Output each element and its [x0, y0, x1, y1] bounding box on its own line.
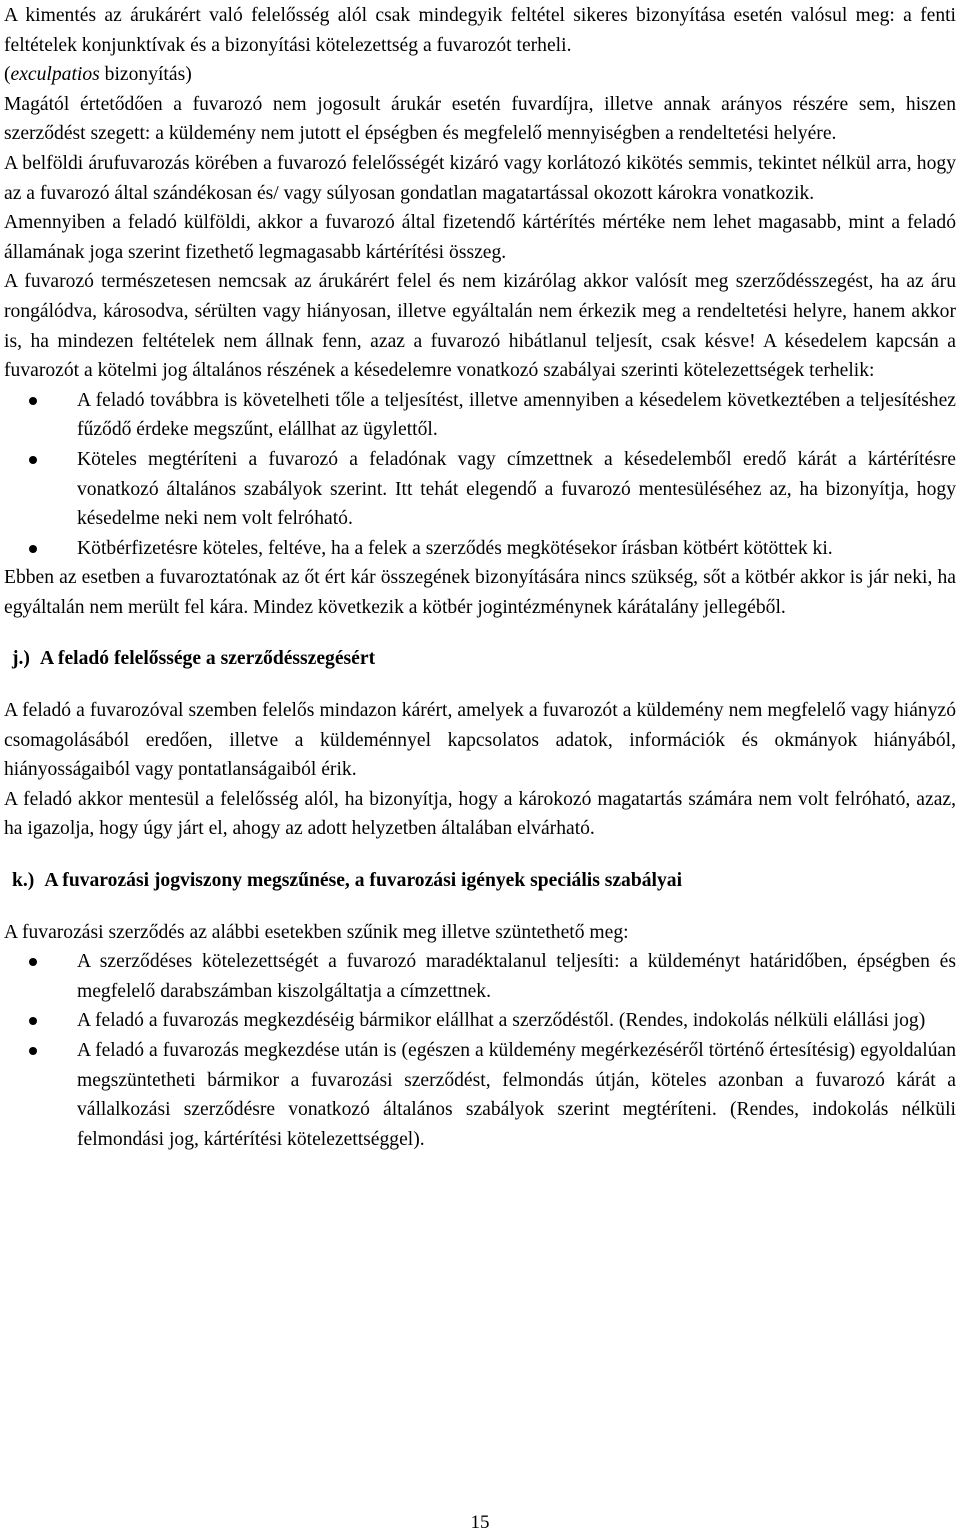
- section-heading-j: [4, 644, 956, 674]
- paren-open: (: [4, 64, 11, 86]
- list-item-text: Köteles megtéríteni a fuvarozó a feladónak vagy címzettnek a késedelemből eredő kárát a kártérítésre vonatkozó általános szabályok szerint. Itt tehát elegendő a fuvarozó mentesüléséhez az, ha bizonyítja, hogy késedelme neki nem volt felróható.: [77, 448, 956, 530]
- paragraph-exculpatios: [4, 60, 956, 90]
- section-title: A fuvarozási jogviszony megszűnése, a fuvarozási igények speciális szabályai: [44, 870, 683, 892]
- list-item: [4, 947, 956, 1006]
- bullet-icon: [29, 456, 37, 464]
- paragraph-termination-intro: A fuvarozási szerződés az alábbi esetekben szűnik meg illetve szüntethető meg:: [4, 921, 629, 943]
- paragraph-exculpation: A kimentés az árukárért való felelősség alól csak mindegyik feltétel sikeres bizonyítása esetén valósul meg: a fenti feltételek konjunktívak és a bizonyítási kötelezettség a fuvarozót terheli.: [4, 5, 956, 56]
- list-item: [4, 1006, 956, 1036]
- list-item-text: A feladó a fuvarozás megkezdéséig bármikor elállhat a szerződéstől. (Rendes, indokolás nélküli elállási jog): [77, 1010, 926, 1032]
- section-heading-k: [4, 866, 956, 896]
- delay-consequences-list: [4, 386, 956, 564]
- list-item: [4, 534, 956, 564]
- bullet-icon: [29, 397, 37, 405]
- paragraph-domestic-clause: A belföldi árufuvarozás körében a fuvarozó felelősségét kizáró vagy korlátozó kikötés semmis, tekintet nélkül arra, hogy az a fuvarozó által szándékosan és/ vagy súlyosan gondatlan magatartással okozott károkra vonatkozik.: [4, 152, 956, 204]
- bullet-icon: [29, 1017, 37, 1025]
- section-number: j.): [12, 648, 30, 670]
- paren-rest: bizonyítás): [99, 64, 192, 86]
- list-item: [4, 386, 956, 445]
- bullet-icon: [29, 958, 37, 966]
- list-item-text: A szerződéses kötelezettségét a fuvarozó maradéktalanul teljesíti: a küldeményt határidőben, épségben és megfelelő darabszámban kiszolgáltatja a címzettnek.: [77, 951, 956, 1002]
- paragraph-freight-fee: Magától értetődően a fuvarozó nem jogosult árukár esetén fuvardíjra, illetve annak arányos részére sem, hiszen szerződést szegett: a küldemény nem jutott el épségben és megfelelő mennyiségben a rendeltetési helyére.: [4, 93, 956, 145]
- bullet-icon: [29, 545, 37, 553]
- list-item-text: A feladó továbbra is követelheti tőle a teljesítést, illetve amennyiben a késedelem következtében a teljesítéshez fűződő érdeke megszűnt, elállhat az ügylettől.: [77, 389, 956, 441]
- section-title: A feladó felelőssége a szerződésszegésért: [39, 648, 376, 670]
- italic-term: exculpatios: [10, 64, 100, 86]
- list-item: [4, 445, 956, 534]
- list-item-text: A feladó a fuvarozás megkezdése után is (egészen a küldemény megérkezéséről történő értesítésig) egyoldalúan megszüntetheti bármikor a fuvarozási szerződést, felmondás útján, köteles azonban a fuvarozó kárát a vállalkozási szerződésre vonatkozó általános szabályok szerint megtéríteni. (Rendes, indokolás nélküli felmondási jog, kártérítési kötelezettséggel).: [77, 1040, 956, 1150]
- termination-cases-list: [4, 947, 956, 1154]
- paragraph-penalty: Ebben az esetben a fuvaroztatónak az őt ért kár összegének bizonyítására nincs szükség, sőt a kötbér akkor is jár neki, ha egyáltalán nem merült fel kára. Mindez következik a kötbér jogintézménynek kárátalány jellegéből.: [4, 567, 956, 618]
- page-number: 15: [470, 1512, 490, 1533]
- paragraph-foreign-sender: Amennyiben a feladó külföldi, akkor a fuvarozó által fizetendő kártérítés mértéke nem lehet magasabb, mint a feladó államának joga szerint fizethető legmagasabb kártérítési összeg.: [4, 212, 956, 263]
- list-item-text: Kötbérfizetésre köteles, feltéve, ha a felek a szerződés megkötésekor írásban kötbért kötöttek ki.: [77, 537, 833, 559]
- paragraph-sender-liability: A feladó a fuvarozóval szemben felelős mindazon kárért, amelyek a fuvarozót a küldemény nem megfelelő vagy hiányzó csomagolásából eredően, illetve a küldeménnyel kapcsolatos adatok, információk és okmányok hiányából, hiányosságaiból vagy pontatlanságaiból érik.: [4, 700, 956, 781]
- bullet-icon: [29, 1047, 37, 1055]
- page-content: [4, 1, 956, 1154]
- section-number: k.): [12, 870, 35, 892]
- paragraph-delay: A fuvarozó természetesen nemcsak az árukárért felel és nem kizárólag akkor valósít meg szerződésszegést, ha az áru rongálódva, károsodva, sérülten vagy hiányosan, illetve egyáltalán nem érkezik meg a rendeltetési helyre, hanem akkor is, ha mindezen feltételek nem állnak fenn, azaz a fuvarozó hibátlanul teljesít, csak késve! A késedelem kapcsán a fuvarozót a kötelmi jog általános részének a késedelemre vonatkozó szabályai szerinti kötelezettségek terhelik:: [4, 271, 956, 382]
- paragraph-sender-exemption: A feladó akkor mentesül a felelősség alól, ha bizonyítja, hogy a károkozó magatartás számára nem volt felróható, azaz, ha igazolja, hogy úgy járt el, ahogy az adott helyzetben általában elvárható.: [4, 788, 956, 840]
- list-item: [4, 1036, 956, 1154]
